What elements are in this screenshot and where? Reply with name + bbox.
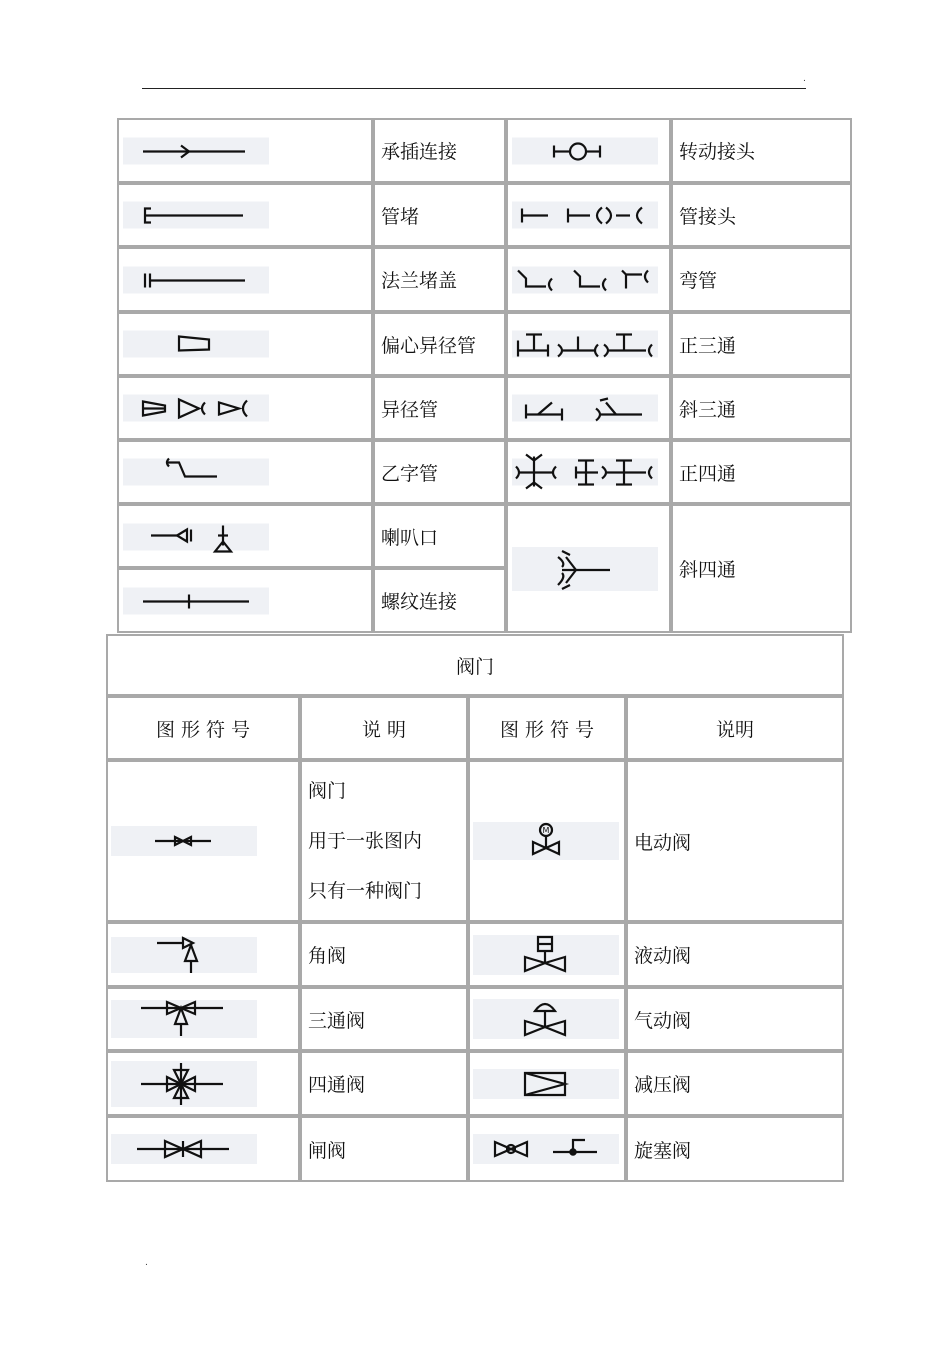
- symbol-cell: [106, 1051, 300, 1116]
- symbol-cell: [117, 183, 373, 247]
- pneumatic-valve-icon: [473, 999, 619, 1039]
- gate-valve-icon: [111, 1134, 257, 1164]
- symbol-cell: [506, 376, 671, 440]
- socket-joint-icon: [123, 137, 269, 164]
- fitting-label: 斜四通: [671, 504, 852, 633]
- symbol-cell: [106, 1116, 300, 1182]
- pipe-coupling-icon: [512, 202, 658, 229]
- symbol-cell: [468, 1051, 626, 1116]
- valve-label: 减压阀: [626, 1051, 844, 1116]
- three-way-valve-icon: [111, 1000, 257, 1038]
- footer-mark: .: [145, 1258, 148, 1268]
- symbol-cell: [468, 987, 626, 1051]
- cross-icon: [512, 459, 658, 486]
- fitting-label: 正四通: [671, 440, 852, 504]
- header-symbol: 图 形 符 号: [468, 696, 626, 760]
- valve-label: 电动阀: [626, 760, 844, 922]
- reducer-icon: [123, 395, 269, 422]
- symbol-cell: [506, 118, 671, 183]
- svg-text:M: M: [542, 826, 550, 835]
- valves-title: 阀门: [106, 634, 844, 696]
- symbol-cell: [106, 760, 300, 922]
- valve-label: 气动阀: [626, 987, 844, 1051]
- symbol-cell: [468, 1116, 626, 1182]
- valve-label: 旋塞阀: [626, 1116, 844, 1182]
- header-symbol: 图 形 符 号: [106, 696, 300, 760]
- fitting-label: 偏心异径管: [373, 312, 506, 376]
- pressure-reducing-valve-icon: [473, 1069, 619, 1099]
- symbol-cell: [506, 504, 671, 633]
- fitting-label: 斜三通: [671, 376, 852, 440]
- angle-valve-icon: [111, 937, 257, 973]
- symbol-cell: [506, 440, 671, 504]
- valve-label: 闸阀: [300, 1116, 468, 1182]
- fitting-label: 管堵: [373, 183, 506, 247]
- valve-label: 角阀: [300, 922, 468, 987]
- symbol-cell: [117, 504, 373, 568]
- lateral-cross-icon: [512, 547, 658, 591]
- fittings-table: [117, 118, 852, 633]
- symbol-cell: [117, 376, 373, 440]
- offset-pipe-icon: [123, 459, 269, 486]
- symbol-cell: [106, 987, 300, 1051]
- symbol-cell: [506, 312, 671, 376]
- header-mark: .: [803, 74, 806, 84]
- bell-mouth-icon: [123, 524, 269, 551]
- motor-valve-icon: [473, 822, 619, 860]
- symbol-cell: [506, 183, 671, 247]
- swivel-joint-icon: [512, 137, 658, 164]
- header-description: 说 明: [300, 696, 468, 760]
- fitting-label: 管接头: [671, 183, 852, 247]
- fitting-label: 弯管: [671, 247, 852, 312]
- description-line: 只有一种阀门: [308, 880, 423, 902]
- description-line: 阀门: [308, 780, 347, 802]
- symbol-cell: [468, 922, 626, 987]
- description-line: 用于一张图内: [308, 830, 423, 852]
- symbol-cell: [468, 760, 626, 922]
- symbol-cell: [117, 440, 373, 504]
- symbol-cell: [106, 922, 300, 987]
- plug-valve-icon: [473, 1134, 619, 1164]
- fitting-label: 承插连接: [373, 118, 506, 183]
- tee-icon: [512, 331, 658, 358]
- elbow-icon: [512, 266, 658, 293]
- threaded-joint-icon: [123, 587, 269, 614]
- lateral-tee-icon: [512, 395, 658, 422]
- fitting-label: 转动接头: [671, 118, 852, 183]
- valve-label: 三通阀: [300, 987, 468, 1051]
- fitting-label: 喇叭口: [373, 504, 506, 568]
- symbol-cell: [117, 118, 373, 183]
- pipe-plug-icon: [123, 202, 269, 229]
- fitting-label: 异径管: [373, 376, 506, 440]
- fitting-label: 法兰堵盖: [373, 247, 506, 312]
- valve-icon: [111, 826, 257, 856]
- valves-table: [106, 634, 844, 1182]
- blind-flange-icon: [123, 266, 269, 293]
- symbol-cell: [117, 568, 373, 633]
- fitting-label: 正三通: [671, 312, 852, 376]
- fitting-label: 螺纹连接: [373, 568, 506, 633]
- four-way-valve-icon: [111, 1061, 257, 1107]
- symbol-cell: [506, 247, 671, 312]
- header-rule: [142, 88, 806, 89]
- hydraulic-valve-icon: [473, 935, 619, 975]
- valve-label: 四通阀: [300, 1051, 468, 1116]
- fitting-label: 乙字管: [373, 440, 506, 504]
- symbol-cell: [117, 247, 373, 312]
- symbol-cell: [117, 312, 373, 376]
- eccentric-reducer-icon: [123, 331, 269, 358]
- valve-label: 液动阀: [626, 922, 844, 987]
- header-description: 说明: [626, 696, 844, 760]
- valve-description: [300, 760, 468, 922]
